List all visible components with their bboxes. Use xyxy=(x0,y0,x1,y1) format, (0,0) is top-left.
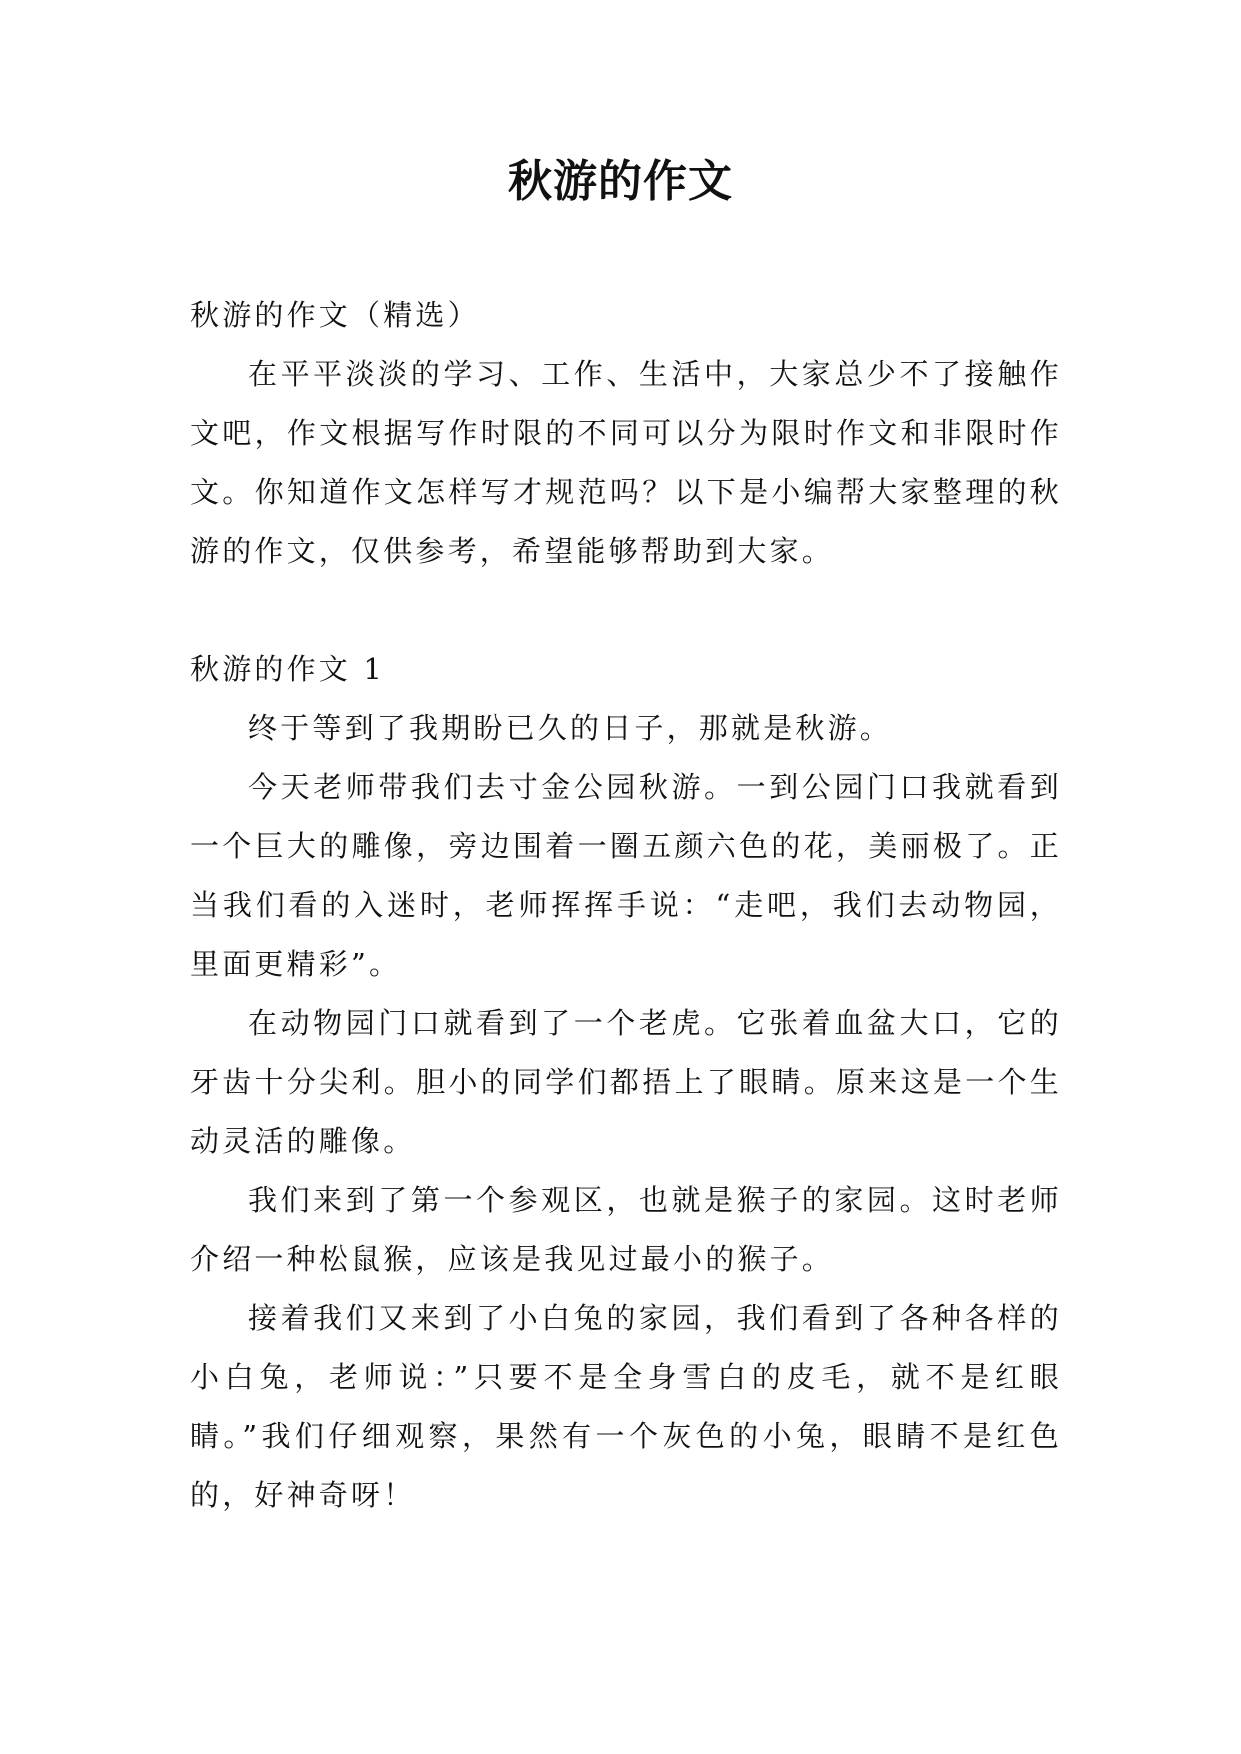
section-heading: 秋游的作文 1 xyxy=(190,652,386,686)
body-paragraph: 在动物园门口就看到了一个老虎。它张着血盆大口，它的牙齿十分尖利。胆小的同学们都捂上了眼睛。原来这是一个生动灵活的雕像。 xyxy=(190,1006,1062,1158)
document-body xyxy=(190,286,1062,1525)
body-paragraph: 今天老师带我们去寸金公园秋游。一到公园门口我就看到一个巨大的雕像，旁边围着一圈五颜六色的花，美丽极了。正当我们看的入迷时，老师挥挥手说：“走吧，我们去动物园，里面更精彩”。 xyxy=(190,770,1062,981)
body-paragraph: 我们来到了第一个参观区，也就是猴子的家园。这时老师介绍一种松鼠猴，应该是我见过最小的猴子。 xyxy=(190,1183,1062,1276)
body-paragraph: 接着我们又来到了小白兔的家园，我们看到了各种各样的小白兔，老师说：”只要不是全身雪白的皮毛，就不是红眼睛。”我们仔细观察，果然有一个灰色的小兔，眼睛不是红色的，好神奇呀！ xyxy=(190,1301,1062,1512)
body-paragraph: 终于等到了我期盼已久的日子，那就是秋游。 xyxy=(248,711,893,745)
intro-paragraph: 在平平淡淡的学习、工作、生活中，大家总少不了接触作文吧，作文根据写作时限的不同可以分为限时作文和非限时作文。你知道作文怎样写才规范吗？以下是小编帮大家整理的秋游的作文，仅供参考，希望能够帮助到大家。 xyxy=(190,357,1062,568)
document-subtitle: 秋游的作文（精选） xyxy=(190,298,480,332)
document-title: 秋游的作文 xyxy=(508,156,733,207)
